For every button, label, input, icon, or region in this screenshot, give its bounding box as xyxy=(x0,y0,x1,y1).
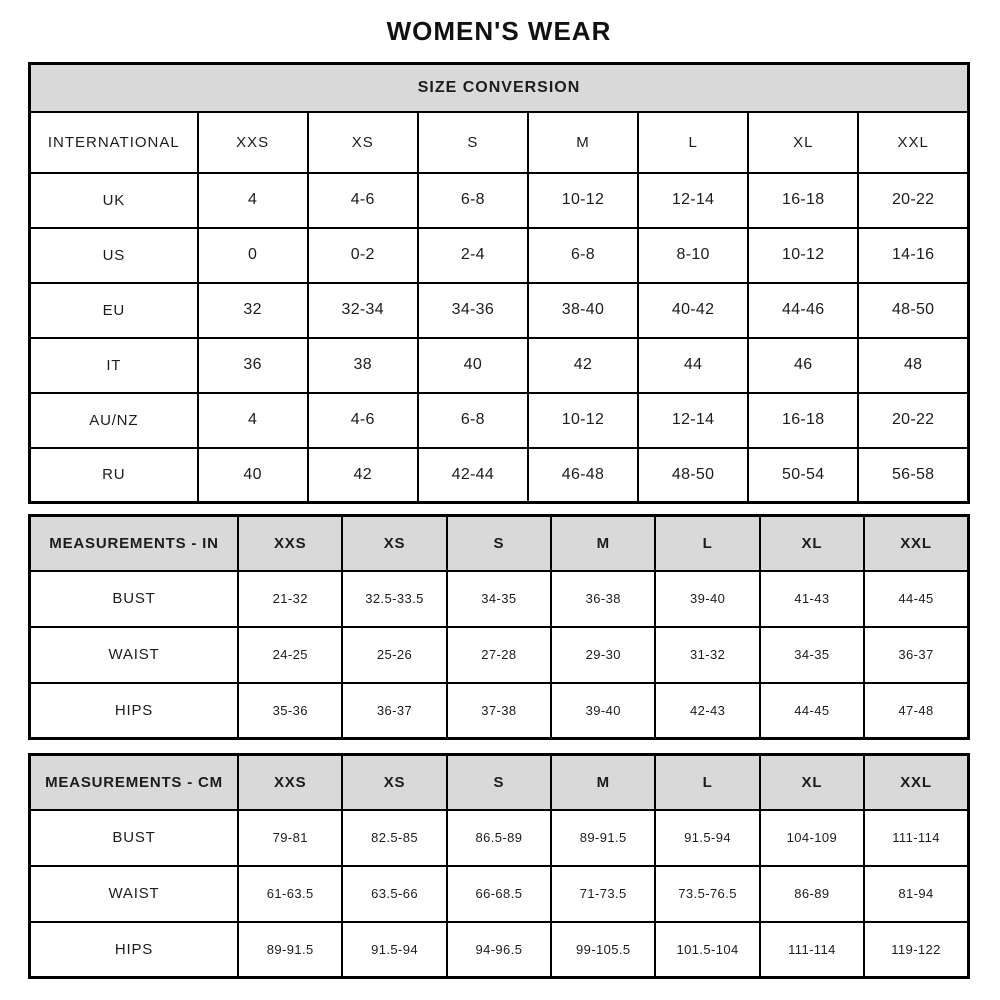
value-cell: 39-40 xyxy=(655,571,759,627)
value-cell: 14-16 xyxy=(858,228,968,283)
value-cell: 66-68.5 xyxy=(447,866,551,922)
size-header-cell: XL xyxy=(748,112,858,173)
value-cell: 34-35 xyxy=(760,627,864,683)
table-banner-row xyxy=(30,64,969,112)
size-header-cell: M xyxy=(551,755,655,810)
row-label: WAIST xyxy=(30,627,239,683)
value-cell: 4 xyxy=(198,173,308,228)
value-cell: 89-91.5 xyxy=(551,810,655,866)
value-cell: 16-18 xyxy=(748,173,858,228)
value-cell: 0 xyxy=(198,228,308,283)
corner-header-cell: MEASUREMENTS - IN xyxy=(30,516,239,571)
value-cell: 63.5-66 xyxy=(342,866,446,922)
value-cell: 38-40 xyxy=(528,283,638,338)
size-header-cell: M xyxy=(551,516,655,571)
row-label: US xyxy=(30,228,198,283)
value-cell: 36-38 xyxy=(551,571,655,627)
corner-header-cell: INTERNATIONAL xyxy=(30,112,198,173)
value-cell: 27-28 xyxy=(447,627,551,683)
value-cell: 46 xyxy=(748,338,858,393)
row-label: BUST xyxy=(30,810,239,866)
value-cell: 42 xyxy=(528,338,638,393)
size-header-cell: XXS xyxy=(198,112,308,173)
size-header-cell: XXL xyxy=(864,516,968,571)
size-header-cell: XS xyxy=(308,112,418,173)
value-cell: 86.5-89 xyxy=(447,810,551,866)
value-cell: 34-35 xyxy=(447,571,551,627)
size-header-cell: S xyxy=(418,112,528,173)
value-cell: 6-8 xyxy=(418,393,528,448)
value-cell: 44-46 xyxy=(748,283,858,338)
value-cell: 35-36 xyxy=(238,683,342,739)
value-cell: 32.5-33.5 xyxy=(342,571,446,627)
value-cell: 48-50 xyxy=(638,448,748,503)
size-header-cell: XL xyxy=(760,755,864,810)
value-cell: 6-8 xyxy=(528,228,638,283)
page-title: WOMEN'S WEAR xyxy=(386,16,612,46)
value-cell: 10-12 xyxy=(528,173,638,228)
value-cell: 48-50 xyxy=(858,283,968,338)
header-row xyxy=(30,516,969,571)
value-cell: 61-63.5 xyxy=(238,866,342,922)
row-label: HIPS xyxy=(30,922,239,978)
value-cell: 119-122 xyxy=(864,922,968,978)
value-cell: 44 xyxy=(638,338,748,393)
value-cell: 79-81 xyxy=(238,810,342,866)
size-header-cell: L xyxy=(655,516,759,571)
value-cell: 71-73.5 xyxy=(551,866,655,922)
value-cell: 39-40 xyxy=(551,683,655,739)
size-conversion-title: SIZE CONVERSION xyxy=(30,64,969,112)
row-label: RU xyxy=(30,448,198,503)
row-label: EU xyxy=(30,283,198,338)
value-cell: 36-37 xyxy=(342,683,446,739)
header-row xyxy=(30,112,969,173)
value-cell: 41-43 xyxy=(760,571,864,627)
value-cell: 12-14 xyxy=(638,393,748,448)
value-cell: 2-4 xyxy=(418,228,528,283)
value-cell: 101.5-104 xyxy=(655,922,759,978)
value-cell: 32-34 xyxy=(308,283,418,338)
value-cell: 29-30 xyxy=(551,627,655,683)
size-header-cell: L xyxy=(638,112,748,173)
size-header-cell: XXL xyxy=(858,112,968,173)
size-conversion-table xyxy=(28,62,970,504)
data-row xyxy=(30,448,969,503)
value-cell: 4-6 xyxy=(308,173,418,228)
value-cell: 16-18 xyxy=(748,393,858,448)
value-cell: 36 xyxy=(198,338,308,393)
value-cell: 48 xyxy=(858,338,968,393)
size-header-cell: M xyxy=(528,112,638,173)
value-cell: 47-48 xyxy=(864,683,968,739)
value-cell: 31-32 xyxy=(655,627,759,683)
value-cell: 73.5-76.5 xyxy=(655,866,759,922)
value-cell: 104-109 xyxy=(760,810,864,866)
value-cell: 44-45 xyxy=(864,571,968,627)
value-cell: 38 xyxy=(308,338,418,393)
value-cell: 34-36 xyxy=(418,283,528,338)
header-row xyxy=(30,755,969,810)
value-cell: 8-10 xyxy=(638,228,748,283)
row-label: AU/NZ xyxy=(30,393,198,448)
value-cell: 0-2 xyxy=(308,228,418,283)
value-cell: 40 xyxy=(198,448,308,503)
value-cell: 94-96.5 xyxy=(447,922,551,978)
row-label: BUST xyxy=(30,571,239,627)
value-cell: 82.5-85 xyxy=(342,810,446,866)
value-cell: 32 xyxy=(198,283,308,338)
row-label: HIPS xyxy=(30,683,239,739)
value-cell: 86-89 xyxy=(760,866,864,922)
corner-header-cell: MEASUREMENTS - CM xyxy=(30,755,239,810)
value-cell: 12-14 xyxy=(638,173,748,228)
value-cell: 10-12 xyxy=(748,228,858,283)
size-header-cell: XS xyxy=(342,755,446,810)
value-cell: 46-48 xyxy=(528,448,638,503)
size-header-cell: XXL xyxy=(864,755,968,810)
value-cell: 10-12 xyxy=(528,393,638,448)
data-row xyxy=(30,393,969,448)
size-header-cell: XS xyxy=(342,516,446,571)
data-row xyxy=(30,571,969,627)
data-row xyxy=(30,810,969,866)
data-row xyxy=(30,228,969,283)
data-row xyxy=(30,627,969,683)
value-cell: 89-91.5 xyxy=(238,922,342,978)
data-row xyxy=(30,173,969,228)
value-cell: 36-37 xyxy=(864,627,968,683)
value-cell: 81-94 xyxy=(864,866,968,922)
measurements-in-table xyxy=(28,514,970,740)
data-row xyxy=(30,283,969,338)
data-row xyxy=(30,922,969,978)
value-cell: 4 xyxy=(198,393,308,448)
value-cell: 91.5-94 xyxy=(342,922,446,978)
value-cell: 56-58 xyxy=(858,448,968,503)
value-cell: 111-114 xyxy=(864,810,968,866)
value-cell: 50-54 xyxy=(748,448,858,503)
value-cell: 37-38 xyxy=(447,683,551,739)
value-cell: 40-42 xyxy=(638,283,748,338)
size-header-cell: XL xyxy=(760,516,864,571)
size-header-cell: S xyxy=(447,516,551,571)
measurements-cm-table xyxy=(28,753,970,979)
value-cell: 42-44 xyxy=(418,448,528,503)
value-cell: 25-26 xyxy=(342,627,446,683)
value-cell: 91.5-94 xyxy=(655,810,759,866)
row-label: UK xyxy=(30,173,198,228)
value-cell: 111-114 xyxy=(760,922,864,978)
value-cell: 99-105.5 xyxy=(551,922,655,978)
value-cell: 42-43 xyxy=(655,683,759,739)
size-header-cell: S xyxy=(447,755,551,810)
size-header-cell: XXS xyxy=(238,516,342,571)
value-cell: 6-8 xyxy=(418,173,528,228)
size-header-cell: L xyxy=(655,755,759,810)
value-cell: 21-32 xyxy=(238,571,342,627)
data-row xyxy=(30,683,969,739)
data-row xyxy=(30,866,969,922)
value-cell: 40 xyxy=(418,338,528,393)
value-cell: 44-45 xyxy=(760,683,864,739)
value-cell: 20-22 xyxy=(858,173,968,228)
data-row xyxy=(30,338,969,393)
row-label: WAIST xyxy=(30,866,239,922)
size-header-cell: XXS xyxy=(238,755,342,810)
row-label: IT xyxy=(30,338,198,393)
value-cell: 42 xyxy=(308,448,418,503)
value-cell: 4-6 xyxy=(308,393,418,448)
value-cell: 24-25 xyxy=(238,627,342,683)
value-cell: 20-22 xyxy=(858,393,968,448)
